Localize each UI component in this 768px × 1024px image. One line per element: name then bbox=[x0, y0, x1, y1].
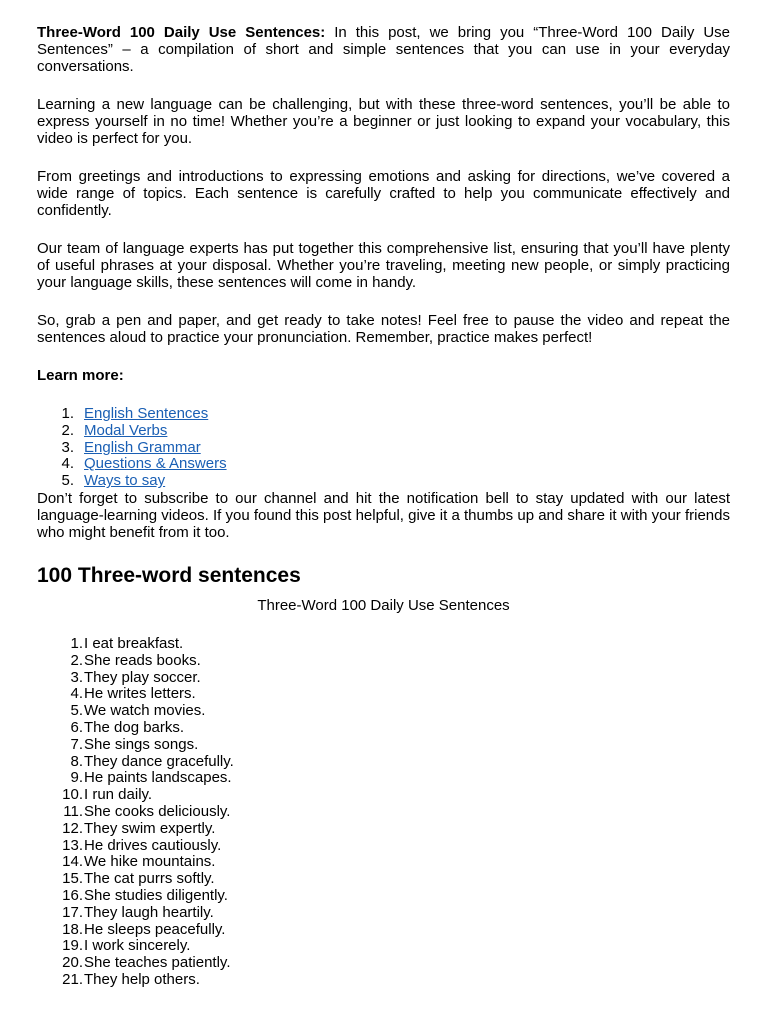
sentence-text: The dog barks. bbox=[84, 718, 185, 736]
link-questions-answers[interactable]: Questions & Answers bbox=[84, 455, 227, 473]
link-ways-to-say[interactable]: Ways to say bbox=[84, 472, 166, 490]
sentence-text: They laugh heartily. bbox=[84, 903, 214, 921]
list-number: 10. bbox=[62, 786, 83, 804]
sentence-text: They dance gracefully. bbox=[84, 752, 234, 770]
list-number: 5. bbox=[70, 702, 83, 720]
outro-paragraph: Don’t forget to subscribe to our channel and hit the notification bell to stay updated with our latest language-learning videos. If you found this post helpful, give it a thumbs up and share it with your friends who might benefit from it too. bbox=[37, 489, 730, 541]
list-number: 8. bbox=[70, 752, 83, 770]
sentence-text: She sings songs. bbox=[84, 735, 199, 753]
sentence-list bbox=[37, 636, 730, 989]
list-number: 4. bbox=[61, 455, 74, 473]
list-item bbox=[37, 670, 730, 687]
learn-more-heading: Learn more: bbox=[37, 367, 124, 384]
list-item bbox=[37, 821, 730, 838]
body-paragraph-4: So, grab a pen and paper, and get ready to take notes! Feel free to pause the video and repeat the sentences aloud to practice your pronunciation. Remember, practice makes perfect! bbox=[37, 312, 730, 346]
list-item bbox=[37, 787, 730, 804]
list-item bbox=[37, 440, 730, 457]
list-number: 5. bbox=[61, 472, 74, 490]
list-number: 2. bbox=[61, 421, 74, 439]
sentence-text: I run daily. bbox=[84, 786, 153, 804]
learn-more-list bbox=[37, 406, 730, 490]
section-heading: 100 Three-word sentences bbox=[37, 563, 301, 587]
list-number: 1. bbox=[61, 405, 74, 422]
link-english-sentences[interactable]: English Sentences bbox=[84, 405, 209, 422]
list-number: 3. bbox=[70, 668, 83, 686]
list-item bbox=[37, 456, 730, 473]
list-number: 20. bbox=[62, 954, 83, 972]
list-item bbox=[37, 854, 730, 871]
list-number: 15. bbox=[62, 870, 83, 888]
list-number: 13. bbox=[62, 836, 83, 854]
list-number: 1. bbox=[70, 634, 83, 652]
sentence-text: They play soccer. bbox=[84, 668, 201, 686]
list-item bbox=[37, 754, 730, 771]
sentence-text: She cooks deliciously. bbox=[84, 802, 231, 820]
list-number: 16. bbox=[62, 886, 83, 904]
list-item bbox=[37, 406, 730, 423]
link-english-grammar[interactable]: English Grammar bbox=[84, 438, 201, 456]
body-paragraph-3: Our team of language experts has put together this comprehensive list, ensuring that you’ll have plenty of useful phrases at your disposal. Whether you’re traveling, meeting new people, or simply practicing your language skills, these sentences will come in handy. bbox=[37, 240, 730, 291]
sentence-text: We hike mountains. bbox=[84, 853, 216, 871]
list-number: 21. bbox=[62, 970, 83, 988]
list-item bbox=[37, 888, 730, 905]
list-number: 7. bbox=[70, 735, 83, 753]
list-item bbox=[37, 423, 730, 440]
sentence-text: We watch movies. bbox=[84, 702, 206, 720]
list-item bbox=[37, 686, 730, 703]
list-number: 3. bbox=[61, 438, 74, 456]
list-number: 4. bbox=[70, 685, 83, 703]
sentence-text: They help others. bbox=[84, 970, 200, 988]
sentence-text: He drives cautiously. bbox=[84, 836, 222, 854]
list-item bbox=[37, 770, 730, 787]
list-item bbox=[37, 804, 730, 821]
intro-lead: Three-Word 100 Daily Use Sentences: bbox=[37, 24, 326, 41]
list-item bbox=[37, 955, 730, 972]
list-item bbox=[37, 720, 730, 737]
list-item bbox=[37, 905, 730, 922]
section-caption: Three-Word 100 Daily Use Sentences bbox=[257, 596, 510, 614]
list-item bbox=[37, 922, 730, 939]
list-item bbox=[37, 703, 730, 720]
sentence-text: They swim expertly. bbox=[84, 819, 216, 837]
list-item bbox=[37, 473, 730, 490]
list-item bbox=[37, 938, 730, 955]
body-paragraph-1: Learning a new language can be challenging, but with these three-word sentences, you’ll be able to express yourself in no time! Whether you’re a beginner or just looking to expand your vocabulary, this video is perfect for you. bbox=[37, 96, 730, 147]
intro-paragraph bbox=[37, 24, 730, 75]
body-paragraph-2: From greetings and introductions to expressing emotions and asking for directions, we’ve covered a wide range of topics. Each sentence is carefully crafted to help you communicate effectively and confidently. bbox=[37, 168, 730, 219]
list-item bbox=[37, 636, 730, 653]
list-number: 2. bbox=[70, 651, 83, 669]
list-number: 12. bbox=[62, 819, 83, 837]
list-item bbox=[37, 737, 730, 754]
list-number: 14. bbox=[62, 853, 83, 871]
list-number: 9. bbox=[70, 769, 83, 787]
sentence-text: He sleeps peacefully. bbox=[84, 920, 226, 938]
sentence-text: She studies diligently. bbox=[84, 886, 228, 904]
sentence-text: She reads books. bbox=[84, 651, 201, 669]
list-number: 19. bbox=[62, 937, 83, 955]
sentence-text: She teaches patiently. bbox=[84, 954, 231, 972]
sentence-text: He paints landscapes. bbox=[84, 769, 232, 787]
list-item bbox=[37, 871, 730, 888]
sentence-text: He writes letters. bbox=[84, 685, 196, 703]
sentence-text: The cat purrs softly. bbox=[84, 870, 215, 888]
sentence-text: I eat breakfast. bbox=[84, 634, 184, 652]
list-item bbox=[37, 653, 730, 670]
intro-rest: In this post, we bring you “Three-Word 100 Daily Use Sentences” – a compilation of short and simple sentences that you can use in your everyday conversations. bbox=[37, 24, 730, 75]
list-number: 11. bbox=[63, 802, 83, 820]
list-item bbox=[37, 972, 730, 989]
link-modal-verbs[interactable]: Modal Verbs bbox=[84, 421, 168, 439]
list-item bbox=[37, 838, 730, 855]
list-number: 6. bbox=[70, 718, 83, 736]
sentence-text: I work sincerely. bbox=[84, 937, 191, 955]
list-number: 18. bbox=[62, 920, 83, 938]
list-number: 17. bbox=[62, 903, 83, 921]
